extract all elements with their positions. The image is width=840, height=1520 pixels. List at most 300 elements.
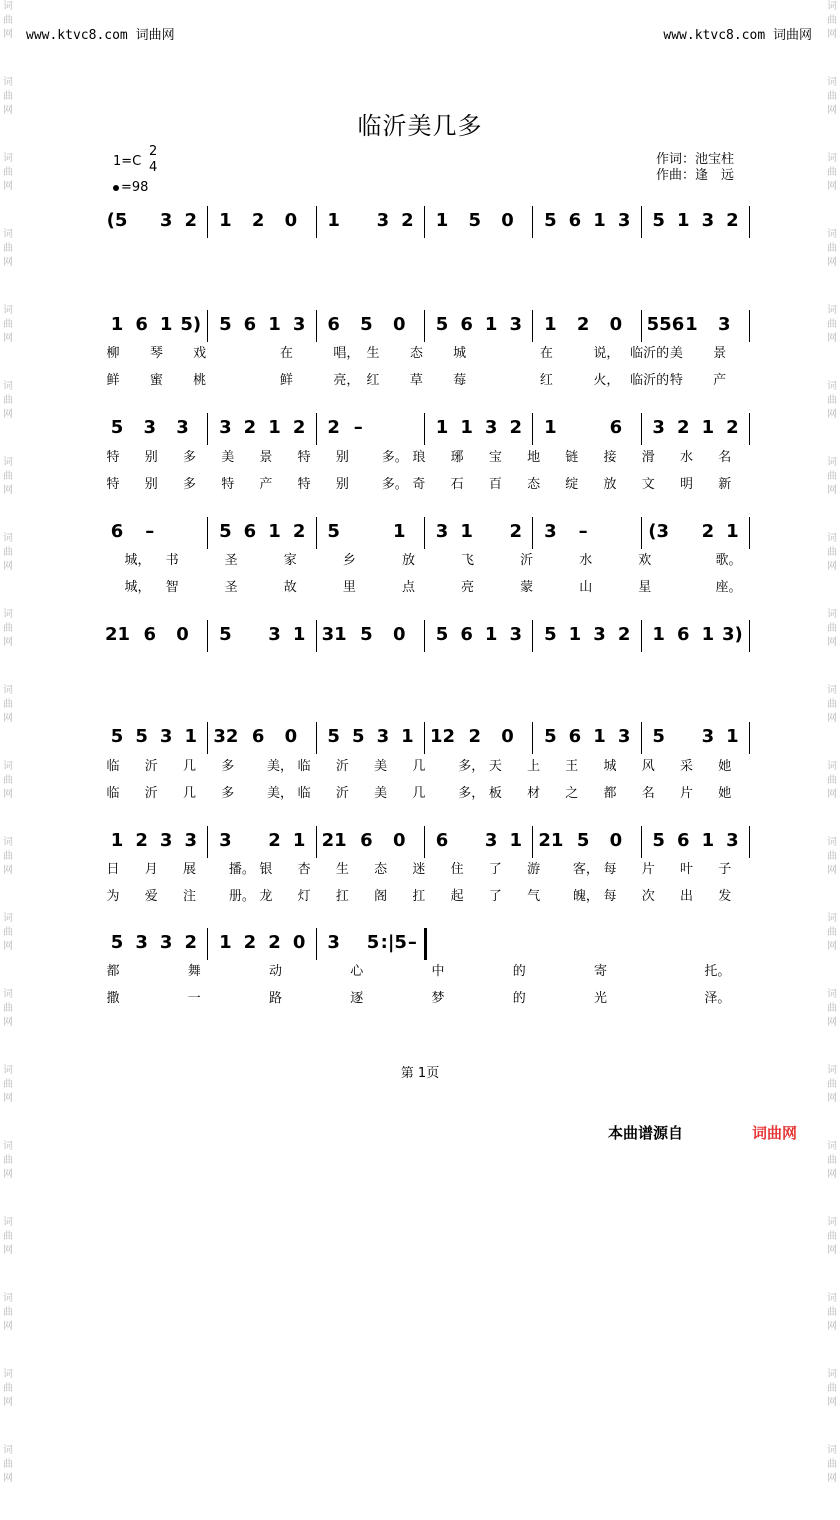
lyric-syllable: 美: [221, 450, 235, 465]
watermark-char: 曲: [3, 775, 13, 786]
watermark-gap: [826, 1258, 838, 1292]
watermark-char: 网: [827, 637, 837, 648]
watermark-char: 词: [827, 1, 837, 12]
watermark-char: 网: [3, 1397, 13, 1408]
lyric-syllable: 沂: [335, 786, 349, 801]
lyric-syllable: 美: [374, 759, 388, 774]
watermark-gap: [826, 954, 838, 988]
watermark-char: 词: [3, 1217, 13, 1228]
lyric-line: [101, 784, 751, 806]
lyric-syllable: 多: [182, 477, 196, 492]
watermark-char: 词: [827, 1065, 837, 1076]
watermark-char: 曲: [827, 1459, 837, 1470]
note: 6: [460, 314, 473, 335]
watermark-char: 网: [3, 865, 13, 876]
watermark-char: 网: [3, 485, 13, 496]
note: 2: [576, 314, 590, 335]
barline: [316, 413, 317, 445]
song-title: 临沂美几多: [357, 112, 483, 140]
barline: [749, 517, 750, 549]
note: 5: [468, 210, 482, 231]
watermark-char: 网: [3, 29, 13, 40]
header-right: [663, 24, 812, 43]
watermark-char: 曲: [3, 927, 13, 938]
lyric-syllable: 百: [488, 477, 502, 492]
watermark-gap: [2, 1410, 14, 1444]
lyric-syllable: 杏: [297, 862, 311, 877]
barline: [749, 206, 750, 238]
note: 6: [135, 314, 148, 335]
lyric-syllable: 链: [565, 450, 579, 465]
note: 0: [392, 830, 406, 851]
lyric-syllable: 起: [450, 889, 464, 904]
note: 5: [110, 932, 124, 953]
header-left: [26, 24, 175, 43]
lyric-syllable: 撒: [106, 991, 120, 1006]
watermark-char: 网: [827, 485, 837, 496]
note: 1: [460, 521, 473, 542]
barline: [641, 206, 642, 238]
lyric-syllable: 琅: [412, 450, 426, 465]
lyric-syllable: 了: [488, 862, 502, 877]
watermark-gap: [826, 1182, 838, 1216]
note: 6: [110, 521, 124, 542]
note: 1: [268, 314, 281, 335]
note: 6: [251, 726, 265, 747]
lyric-syllable: 态: [527, 477, 541, 492]
lyric-syllable: 鲜: [106, 373, 120, 388]
barline: [424, 722, 425, 754]
note: 5: [652, 210, 665, 231]
note: 1: [268, 521, 281, 542]
watermark-gap: [826, 422, 838, 456]
note: 1: [392, 521, 406, 542]
lyric-syllable: 临: [297, 786, 311, 801]
note: 6: [676, 830, 690, 851]
barline: [424, 206, 425, 238]
watermark-char: 曲: [827, 547, 837, 558]
watermark-char: 网: [3, 1169, 13, 1180]
note: 1: [676, 210, 690, 231]
lyric-syllable: 阁: [374, 889, 388, 904]
header-left-url[interactable]: www.ktvc8.com: [26, 28, 128, 43]
watermark-char: 网: [827, 1093, 837, 1104]
lyric-syllable: 放: [603, 477, 617, 492]
barline: [316, 928, 317, 960]
watermark-char: 网: [3, 181, 13, 192]
lyric-line: [101, 475, 751, 497]
lyric-syllable: 每: [603, 862, 617, 877]
lyricist: 作词：池宝柱: [656, 152, 735, 167]
lyric-syllable: 路: [268, 991, 282, 1006]
watermark-gap: [826, 1106, 838, 1140]
watermark-gap: [2, 1106, 14, 1140]
lyric-syllable: 魄，: [572, 889, 599, 904]
barline: [207, 928, 208, 960]
watermark-char: 曲: [3, 1307, 13, 1318]
lyric-syllable: 多。: [381, 477, 408, 492]
watermark-char: 曲: [3, 623, 13, 634]
lyric-syllable: 材: [527, 786, 541, 801]
note: 6: [568, 726, 582, 747]
score-row: [101, 620, 751, 654]
watermark-char: 曲: [3, 699, 13, 710]
watermark-char: 曲: [3, 1231, 13, 1242]
note: 1: [701, 624, 715, 645]
barline: [316, 722, 317, 754]
watermark-char: 词: [3, 609, 13, 620]
score-row: [101, 722, 751, 756]
watermark-char: 曲: [827, 1079, 837, 1090]
lyric-syllable: 迷: [412, 862, 426, 877]
composer: 作曲：逢 远: [656, 168, 735, 183]
watermark-char: 曲: [827, 927, 837, 938]
watermark-gap: [826, 270, 838, 304]
watermark-char: 词: [827, 77, 837, 88]
barline: [424, 620, 425, 652]
lyric-syllable: 发: [718, 889, 732, 904]
barline: [316, 620, 317, 652]
lyric-syllable: 放: [401, 553, 415, 568]
lyric-syllable: 景: [713, 346, 727, 361]
watermark-char: 词: [3, 913, 13, 924]
note: (3: [648, 521, 670, 542]
note: 0: [392, 624, 406, 645]
note: 6: [568, 210, 582, 231]
note: 3: [544, 521, 557, 542]
lyric-syllable: 灯: [297, 889, 311, 904]
note: 3: [617, 210, 631, 231]
lyric-syllable: 蜜: [149, 373, 163, 388]
watermark-char: 曲: [827, 623, 837, 634]
note: 3: [652, 417, 665, 438]
lyric-syllable: 欢: [638, 553, 652, 568]
lyric-syllable: 柳: [106, 346, 120, 361]
credits: [656, 152, 734, 184]
lyric-syllable: 她: [718, 759, 732, 774]
note: 5: [360, 624, 373, 645]
note: (5: [106, 210, 128, 231]
lyric-syllable: 多，: [458, 786, 485, 801]
lyric-syllable: 爱: [144, 889, 158, 904]
barline: [749, 620, 750, 652]
note: 0: [292, 932, 306, 953]
note: 3: [159, 932, 173, 953]
note: 2: [268, 932, 281, 953]
note: 3: [327, 932, 340, 953]
lyric-syllable: 特: [221, 477, 235, 492]
lyric-syllable: 片: [641, 862, 655, 877]
note: 5: [110, 726, 124, 747]
lyric-syllable: 特: [106, 477, 120, 492]
note: 1: [435, 210, 449, 231]
note: 5: [351, 726, 365, 747]
lyric-syllable: 沂: [144, 759, 158, 774]
watermark-gap: [2, 346, 14, 380]
barline: [316, 826, 317, 858]
note: 0: [501, 726, 514, 747]
note: 5): [180, 314, 202, 335]
watermark-char: 曲: [827, 167, 837, 178]
watermark-char: 词: [3, 1141, 13, 1152]
watermark-char: 网: [827, 333, 837, 344]
watermark-char: 曲: [3, 319, 13, 330]
note: 1: [726, 726, 739, 747]
lyric-syllable: 气: [527, 889, 541, 904]
watermark-gap: [2, 498, 14, 532]
lyric-syllable: 美，: [267, 759, 294, 774]
lyric-syllable: 片: [680, 786, 694, 801]
lyric-syllable: 的: [512, 991, 526, 1006]
lyric-syllable: 唱，: [333, 346, 360, 361]
lyric-syllable: 座。: [715, 580, 742, 595]
barline: [207, 826, 208, 858]
lyric-syllable: 亮: [461, 580, 475, 595]
watermark-gap: [2, 1182, 14, 1216]
watermark-char: 网: [3, 1093, 13, 1104]
barline: [532, 310, 533, 342]
watermark-char: 网: [827, 181, 837, 192]
lyric-syllable: 了: [488, 889, 502, 904]
watermark-char: 网: [3, 637, 13, 648]
watermark-char: 词: [3, 305, 13, 316]
watermark-char: 词: [827, 1445, 837, 1456]
note: –: [353, 417, 363, 438]
watermark-char: 网: [827, 789, 837, 800]
watermark-char: 词: [3, 1445, 13, 1456]
lyric-syllable: 琊: [450, 450, 464, 465]
header-left-site: 词曲网: [135, 28, 175, 43]
lyric-syllable: 圣: [224, 580, 238, 595]
score-row: [101, 517, 751, 551]
lyric-syllable: 展: [182, 862, 196, 877]
watermark-char: 词: [3, 1293, 13, 1304]
watermark-gap: [2, 1030, 14, 1064]
note: 0: [284, 726, 298, 747]
lyric-syllable: 临: [106, 759, 120, 774]
watermark-gap: [2, 802, 14, 836]
watermark-char: 词: [3, 153, 13, 164]
watermark-char: 词: [3, 685, 13, 696]
watermark-char: 曲: [3, 91, 13, 102]
note: 3: [617, 726, 631, 747]
watermark-char: 网: [3, 941, 13, 952]
watermark-char: 网: [827, 29, 837, 40]
note: 3: [509, 624, 523, 645]
lyric-line: [101, 860, 751, 882]
lyric-syllable: 每: [603, 889, 617, 904]
note: 1: [460, 417, 473, 438]
barline: [207, 620, 208, 652]
note: 2: [726, 210, 739, 231]
lyric-line: [101, 448, 751, 470]
watermark-char: 曲: [3, 1459, 13, 1470]
lyric-syllable: 红: [366, 373, 380, 388]
watermark-char: 网: [827, 257, 837, 268]
watermark-char: 网: [3, 409, 13, 420]
note: 3: [701, 726, 715, 747]
note: 1: [726, 521, 739, 542]
note: 6: [676, 624, 690, 645]
note: 5: [652, 726, 665, 747]
watermark-char: 词: [827, 685, 837, 696]
header-right-url[interactable]: www.ktvc8.com: [663, 28, 766, 43]
watermark-char: 曲: [827, 91, 837, 102]
watermark-char: 词: [827, 381, 837, 392]
lyric-syllable: 几: [412, 759, 426, 774]
note: 3: [268, 624, 281, 645]
watermark-char: 网: [827, 409, 837, 420]
watermark-gap: [826, 1410, 838, 1444]
watermark-char: 词: [827, 1141, 837, 1152]
note: 6: [243, 314, 257, 335]
lyric-syllable: 多: [221, 786, 235, 801]
barline: [641, 826, 642, 858]
watermark-char: 词: [827, 229, 837, 240]
note: 3: [219, 417, 232, 438]
lyric-syllable: 银: [259, 862, 273, 877]
watermark-char: 网: [827, 1017, 837, 1028]
note: 12: [430, 726, 456, 747]
lyric-syllable: 宝: [488, 450, 502, 465]
lyric-syllable: 特: [297, 477, 311, 492]
lyric-syllable: 多。: [381, 450, 408, 465]
lyric-syllable: 特: [106, 450, 120, 465]
note: 3: [292, 314, 306, 335]
note: 1: [593, 210, 606, 231]
watermark-char: 曲: [3, 243, 13, 254]
barline: [316, 206, 317, 238]
lyric-syllable: 水: [579, 553, 593, 568]
lyric-syllable: 在: [539, 346, 553, 361]
watermark-char: 曲: [827, 1003, 837, 1014]
watermark-char: 曲: [827, 1155, 837, 1166]
source-label: 本曲谱源自: [608, 1124, 684, 1142]
lyric-syllable: 红: [539, 373, 553, 388]
note: 1: [184, 726, 198, 747]
barline: [207, 310, 208, 342]
note: 21: [321, 830, 347, 851]
watermark-gap: [826, 726, 838, 760]
watermark-gap: [826, 1334, 838, 1368]
score-row: [101, 413, 751, 447]
lyric-syllable: 石: [450, 477, 464, 492]
lyric-line: [101, 371, 751, 393]
note: 6: [460, 624, 473, 645]
barline: [207, 413, 208, 445]
watermark-gap: [826, 194, 838, 228]
note: 0: [501, 210, 514, 231]
note: 3: [701, 210, 715, 231]
lyric-syllable: 景: [259, 450, 273, 465]
watermark-char: 词: [827, 837, 837, 848]
note: 6: [360, 830, 373, 851]
note: 3: [484, 417, 498, 438]
lyric-syllable: 点: [401, 580, 415, 595]
note: 2: [292, 521, 306, 542]
watermark-gap: [2, 954, 14, 988]
brand-logo[interactable]: 词曲网: [752, 1124, 798, 1142]
watermark-char: 词: [827, 305, 837, 316]
lyric-syllable: 临: [297, 759, 311, 774]
lyric-syllable: 山: [579, 580, 593, 595]
watermark-char: 曲: [827, 699, 837, 710]
watermark-char: 曲: [3, 395, 13, 406]
lyric-syllable: 城，: [124, 553, 151, 568]
note: :|5: [380, 932, 407, 953]
lyric-line: [101, 989, 751, 1011]
note: 5: [110, 417, 124, 438]
note: 1: [484, 314, 498, 335]
barline: [749, 722, 750, 754]
note: 1: [652, 624, 665, 645]
note: 5: [327, 521, 340, 542]
watermark-gap: [826, 650, 838, 684]
lyric-syllable: 家: [283, 553, 297, 568]
barline: [316, 310, 317, 342]
watermark-char: 曲: [827, 15, 837, 26]
watermark-gap: [826, 498, 838, 532]
lyric-line: [101, 757, 751, 779]
lyric-syllable: 里: [342, 580, 356, 595]
note: –: [145, 521, 155, 542]
note: 31: [321, 624, 347, 645]
lyric-syllable: 特: [297, 450, 311, 465]
barline: [532, 206, 533, 238]
lyric-syllable: 几: [182, 759, 196, 774]
lyric-syllable: 临沂的: [630, 346, 670, 361]
watermark-char: 网: [827, 1397, 837, 1408]
note: 1: [110, 830, 124, 851]
note: 1: [110, 314, 124, 335]
note: 1: [593, 726, 606, 747]
barline: [207, 206, 208, 238]
barline: [532, 413, 533, 445]
watermark-char: 词: [3, 77, 13, 88]
watermark-char: 词: [827, 609, 837, 620]
lyric-syllable: 都: [106, 964, 120, 979]
watermark-char: 曲: [827, 851, 837, 862]
note: 1: [701, 830, 715, 851]
lyric-syllable: 星: [638, 580, 652, 595]
note: 1: [568, 624, 582, 645]
lyric-syllable: 态: [374, 862, 388, 877]
note: 3: [143, 417, 157, 438]
lyric-syllable: 板: [488, 786, 502, 801]
lyric-syllable: 故: [283, 580, 297, 595]
lyric-syllable: 产: [259, 477, 273, 492]
lyric-syllable: 水: [680, 450, 694, 465]
barline: [532, 826, 533, 858]
lyric-syllable: 明: [680, 477, 694, 492]
barline: [641, 722, 642, 754]
score-row: [101, 206, 751, 240]
barline: [424, 517, 425, 549]
note: 0: [392, 314, 406, 335]
lyric-syllable: 别: [335, 477, 349, 492]
note: 1: [701, 417, 715, 438]
note: 2: [327, 417, 340, 438]
note: 2: [401, 210, 414, 231]
lyric-syllable: 文: [641, 477, 655, 492]
lyric-syllable: 名: [718, 450, 732, 465]
watermark-char: 词: [3, 837, 13, 848]
lyric-syllable: 新: [718, 477, 732, 492]
watermark-char: 网: [827, 713, 837, 724]
tempo: [113, 180, 148, 195]
lyric-syllable: 火，: [593, 373, 620, 388]
note: 0: [284, 210, 298, 231]
